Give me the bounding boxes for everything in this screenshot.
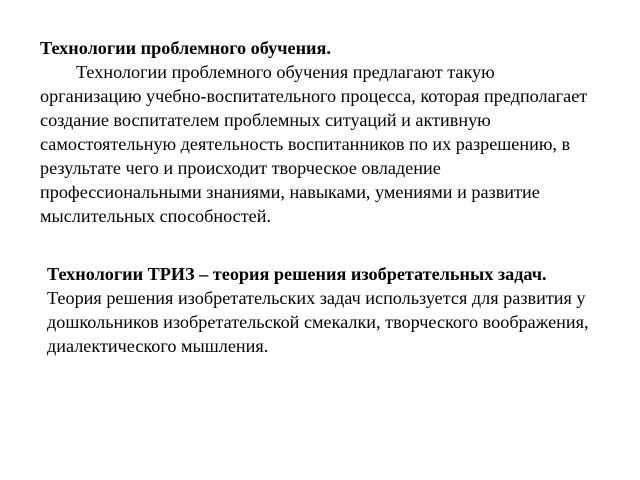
problem-learning-heading: Технологии проблемного обучения. — [40, 38, 331, 58]
problem-learning-section — [40, 36, 600, 228]
problem-learning-text: Технологии проблемного обучения предлагают такую организацию учебно-воспитательного процесса, которая предполагает создание воспитателем проблемных ситуаций и активную самостоятельную деятельность воспитанников по их разрешению, в результате чего и происходит творческое овладение профессиональными знаниями, навыками, умениями и развитие мыслительных способностей. — [40, 62, 588, 226]
triz-heading: Технологии ТРИЗ – теория решения изобретательных задач. — [47, 264, 547, 284]
triz-section — [47, 262, 607, 358]
triz-text: Теория решения изобретательских задач используется для развития у дошкольников изобретательской смекалки, творческого воображения, диалектического мышления. — [47, 288, 589, 356]
